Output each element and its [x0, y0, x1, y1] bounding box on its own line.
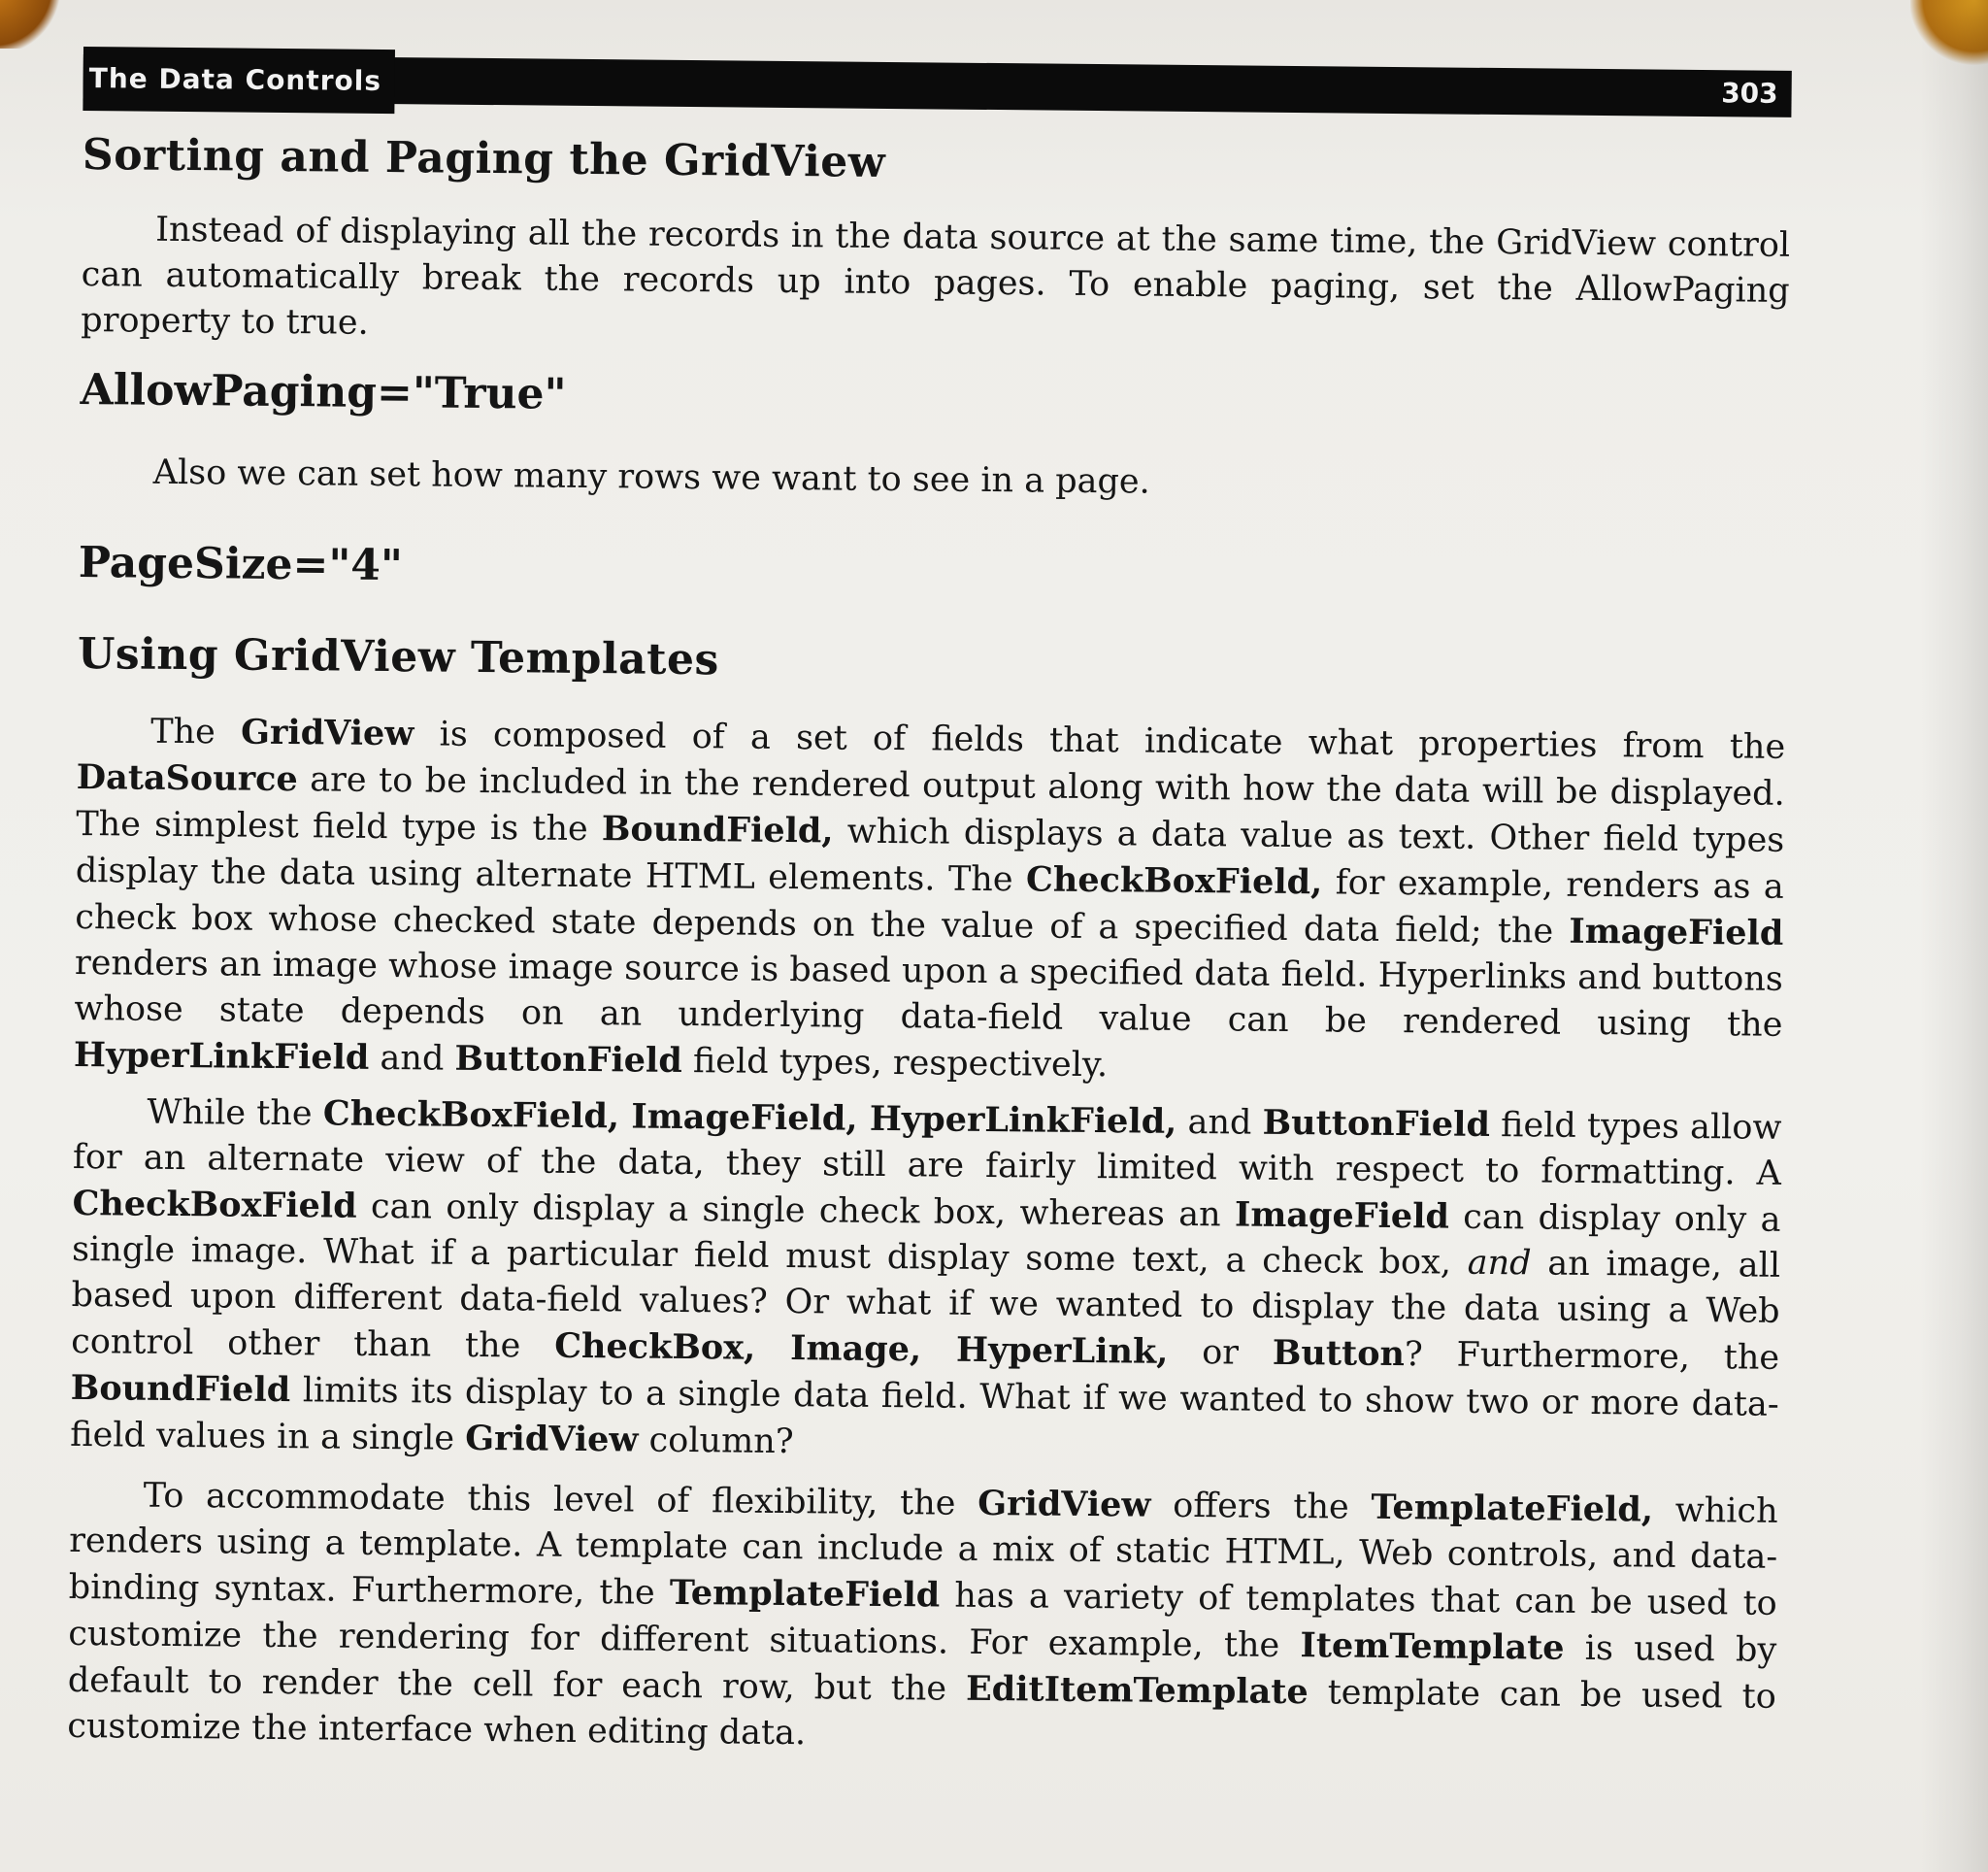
bold-term: CheckBoxField, — [1025, 859, 1323, 903]
bold-term: CheckBoxField, ImageField, HyperLinkField, — [322, 1093, 1177, 1143]
bold-term: BoundField, — [601, 809, 834, 852]
bold-term: ButtonField — [454, 1038, 682, 1082]
bold-term: BoundField — [70, 1368, 291, 1411]
text-run: which displays a data value as text. Other field types display the data using alternate HTML elements. The — [75, 812, 1785, 900]
bold-term: ButtonField — [1262, 1102, 1491, 1146]
bold-term: DataSource — [76, 757, 298, 800]
bold-term: HyperLinkField — [73, 1035, 370, 1079]
text-run: which renders using a template. A template can include a mix of static HTML, Web controls, and data-binding syntax. Furthermore, the — [68, 1490, 1778, 1614]
text-run: or — [1168, 1332, 1274, 1374]
text-run: and — [369, 1039, 455, 1079]
page-corner-left — [0, 0, 68, 49]
text-run: an image, all based upon different data-field values? Or what if we wanted to display the data using a Web control other than the — [71, 1244, 1781, 1366]
text-run: ? Furthermore, the — [1404, 1335, 1780, 1379]
code-page-size: PageSize="4" — [78, 537, 404, 590]
text-run: column? — [638, 1421, 794, 1462]
bold-term: TemplateField, — [1371, 1487, 1654, 1530]
text-run: and — [1176, 1103, 1263, 1143]
paragraph-rows-per-page: Also we can set how many rows we want to see in a page. — [152, 452, 1150, 502]
text-run: offers the — [1150, 1486, 1372, 1527]
page-edge-shadow — [1920, 0, 1988, 1872]
text-run: field types, respectively. — [681, 1042, 1109, 1086]
code-allow-paging: AllowPaging="True" — [80, 364, 567, 419]
text-run: While the — [147, 1092, 324, 1134]
bold-term: GridView — [465, 1419, 639, 1460]
text-run: has a variety of templates that can be used to customize the rendering for different situations. For example, the — [68, 1576, 1777, 1666]
bold-term: ImageField — [1569, 911, 1784, 954]
text-run: template can be used to customize the interface when editing data. — [67, 1673, 1776, 1754]
text-run: can only display a single check box, whereas an — [356, 1187, 1236, 1235]
text-run: is used by default to render the cell for each row, but the — [67, 1628, 1777, 1709]
running-header — [83, 47, 1792, 127]
text-run: for example, renders as a check box whose checked state depends on the value of a specified data field; the — [75, 863, 1784, 952]
text-run: field types allow for an alternate view of the data, they still are fairly limited with respect to formatting. A — [72, 1106, 1782, 1194]
text-run: renders an image whose image source is based upon a specified data field. Hyperlinks and buttons whose state depends on an underlying data-field value can be rendered using the — [74, 944, 1784, 1046]
heading-gridview-templates: Using GridView Templates — [77, 629, 719, 685]
text-run: To accommodate this level of flexibility, the — [143, 1476, 978, 1524]
text-run: can display only a single image. What if a particular field must display some text, a check box, — [71, 1197, 1781, 1283]
chapter-title: The Data Controls — [83, 47, 395, 114]
bold-term: GridView — [240, 712, 414, 754]
bold-term: ImageField — [1234, 1194, 1450, 1237]
heading-sorting-paging: Sorting and Paging the GridView — [82, 129, 886, 187]
bold-term: ItemTemplate — [1300, 1625, 1565, 1668]
bold-term: Button — [1272, 1333, 1406, 1375]
bold-term: TemplateField — [669, 1573, 941, 1616]
text-run: The — [150, 712, 242, 752]
page-number: 303 — [1721, 77, 1778, 110]
paragraph-field-limitations — [70, 1088, 1782, 1475]
bold-term: CheckBoxField — [72, 1184, 357, 1226]
text-run: is composed of a set of fields that indicate what properties from the — [414, 715, 1786, 768]
paragraph-paging-intro: Instead of displaying all the records in the data source at the same time, the GridView control can automatically break the records up into pages. To enable paging, set the AllowPaging property to true. — [81, 210, 1791, 343]
text-run: are to be included in the rendered output along with how the data will be displayed. The simplest field type is the — [76, 760, 1785, 850]
bold-term: CheckBox, Image, HyperLink, — [553, 1325, 1169, 1372]
paragraph-template-field — [67, 1472, 1778, 1766]
paragraph-field-types — [74, 708, 1786, 1095]
italic-term: and — [1467, 1243, 1532, 1284]
page-content — [67, 47, 1792, 1766]
bold-term: GridView — [977, 1484, 1151, 1525]
bold-term: EditItemTemplate — [965, 1668, 1309, 1713]
text-run: limits its display to a single data field. What if we wanted to show two or more data-field values in a single — [70, 1371, 1779, 1459]
